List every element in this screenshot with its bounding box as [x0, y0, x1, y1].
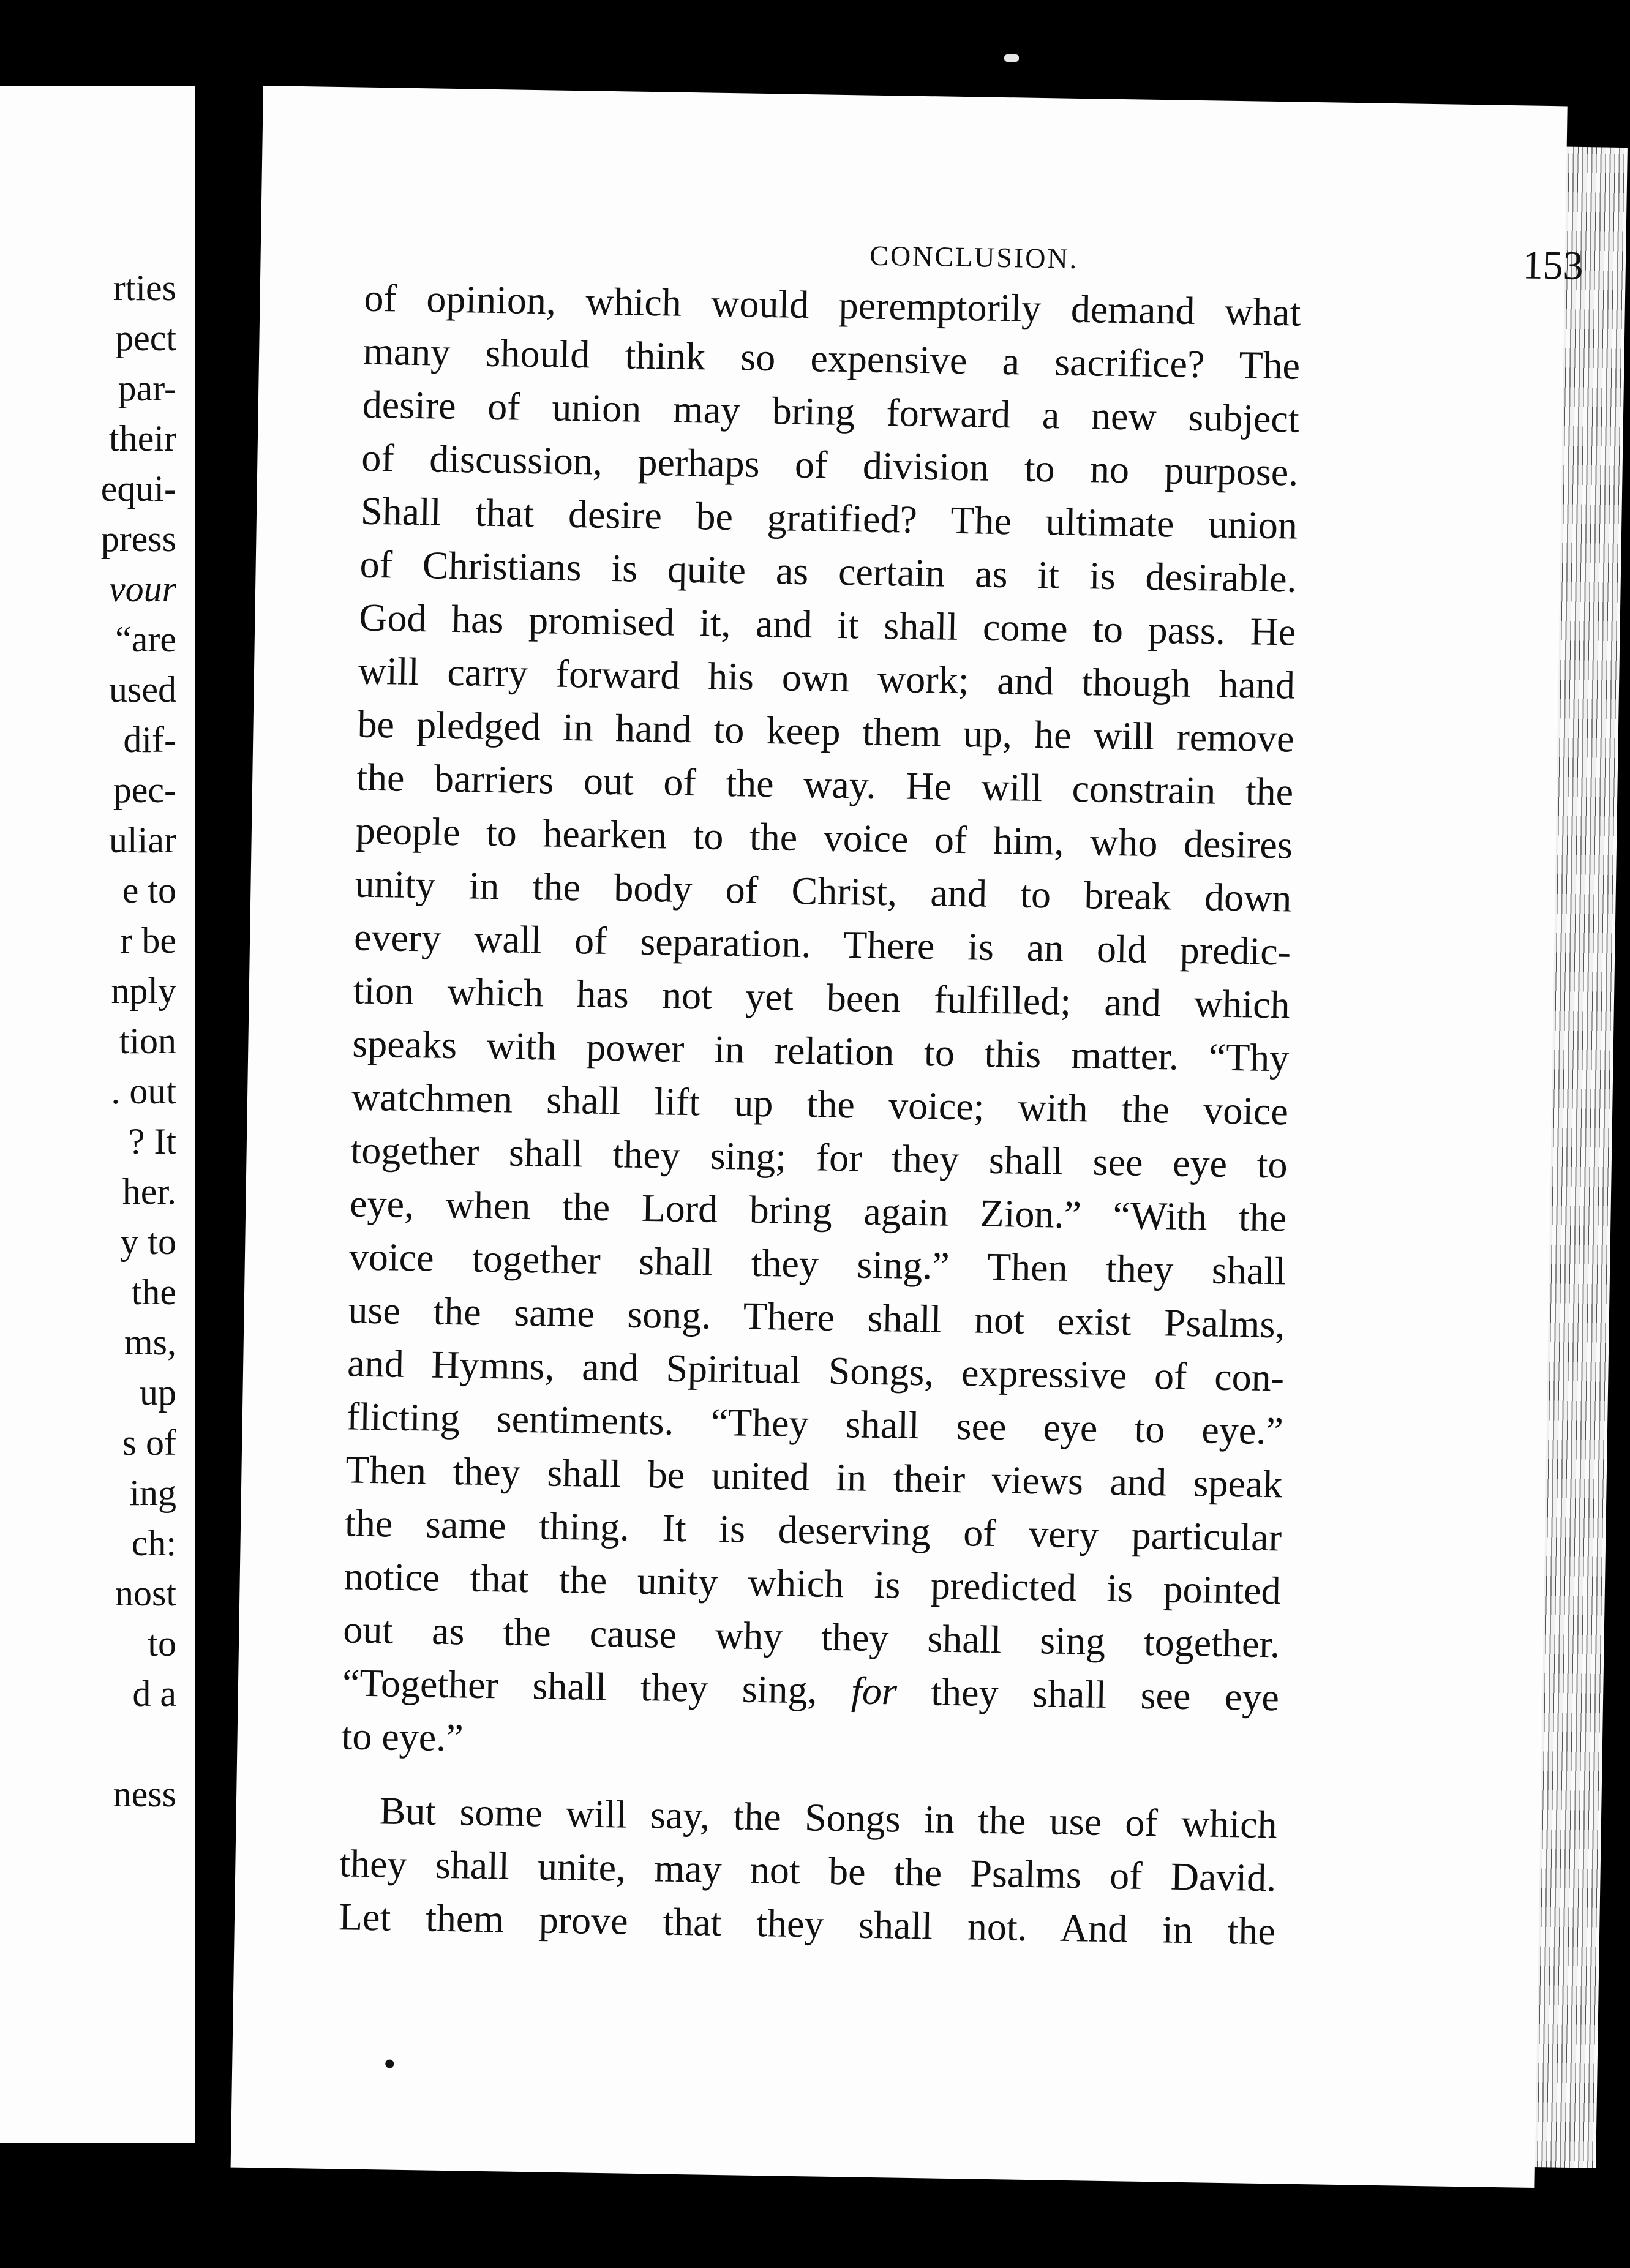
facing-page-line: ms, — [124, 1322, 176, 1362]
text-line: many should think so expensive a sacrifice? The — [362, 329, 1301, 388]
text-line: be pledged in hand to keep them up, he will remove — [357, 702, 1295, 760]
facing-page-line: used — [109, 669, 176, 710]
text-line: will carry forward his own work; and though hand — [358, 648, 1296, 707]
facing-page-line: rties — [113, 268, 176, 308]
text-line: flicting sentiments. “They shall see eye to eye.” — [346, 1394, 1284, 1453]
text-line: Then they shall be united in their views and speak — [345, 1448, 1283, 1506]
text-line: people to hearken to the voice of him, who desires — [355, 808, 1293, 867]
paragraph — [341, 271, 1301, 1778]
text-line: voice together shall they sing.” Then they shall — [348, 1234, 1286, 1293]
text-line: they shall unite, may not be the Psalms of David. — [339, 1841, 1277, 1900]
facing-page-line: up — [140, 1372, 176, 1413]
text-line: out as the cause why they shall sing together. — [342, 1607, 1280, 1666]
text-line: tion which has not yet been fulfilled; and which — [353, 968, 1291, 1027]
facing-page-line: the — [131, 1272, 176, 1312]
facing-page-line: dif- — [123, 719, 176, 760]
facing-page-line: their — [109, 418, 176, 459]
running-title: CONCLUSION. — [869, 239, 1079, 274]
text-line: Let them prove that they shall not. And in the — [338, 1894, 1276, 1953]
text-line: use the same song. There shall not exist Psalms, — [348, 1288, 1285, 1346]
ink-dot — [385, 2060, 394, 2068]
facing-page-line: vour — [109, 569, 176, 609]
facing-page-line: par- — [118, 368, 176, 408]
facing-page-line: tion — [119, 1021, 176, 1061]
facing-page-line: s of — [122, 1422, 176, 1463]
text-line: of opinion, which would peremptorily demand what — [364, 276, 1301, 334]
facing-page-line: “are — [115, 619, 176, 659]
facing-page-line: pec- — [113, 770, 176, 810]
facing-page-line: equi- — [100, 468, 176, 509]
facing-page-line: her. — [122, 1171, 176, 1212]
facing-page-fragment — [0, 86, 195, 2143]
text-line: speaks with power in relation to this matter. “Thy — [351, 1021, 1290, 1080]
facing-page-line: pect — [115, 318, 176, 358]
text-line: But some will say, the Songs in the use of which — [379, 1789, 1278, 1847]
text-line: desire of union may bring forward a new subject — [362, 382, 1300, 441]
text-line: God has promised it, and it shall come to pass. He — [358, 595, 1296, 654]
text-line: notice that the unity which is predicted is pointed — [344, 1554, 1282, 1613]
facing-page-line: ing — [129, 1473, 176, 1513]
text-line: the same thing. It is deserving of very particular — [344, 1501, 1282, 1560]
body-text — [338, 271, 1301, 1958]
facing-page-line: nply — [111, 971, 176, 1011]
page-number: 153 — [1522, 242, 1584, 288]
text-line: of discussion, perhaps of division to no purpose. — [361, 435, 1299, 494]
facing-page-line: . out — [111, 1071, 176, 1111]
text-line: Shall that desire be gratified? The ultimate union — [360, 489, 1298, 547]
text-line: unity in the body of Christ, and to break down — [354, 862, 1292, 920]
scan-speck — [1004, 54, 1019, 62]
text-line: the barriers out of the way. He will constrain the — [356, 755, 1294, 814]
emphasis: for — [851, 1669, 898, 1713]
facing-page-line: e to — [122, 870, 176, 911]
text-line: watchmen shall lift up the voice; with the voice — [351, 1075, 1289, 1133]
facing-page-line: r be — [120, 920, 176, 961]
facing-page-line: ch: — [131, 1523, 176, 1563]
text-line: together shall they sing; for they shall see eye to — [350, 1128, 1288, 1187]
facing-page-line: uliar — [109, 820, 176, 860]
facing-page-line: ness — [113, 1774, 176, 1814]
facing-page-line: d a — [132, 1673, 176, 1714]
facing-page-line: press — [100, 519, 176, 559]
text-line: to eye.” — [341, 1714, 464, 1760]
facing-page-line: y to — [120, 1222, 176, 1262]
facing-page-line: nost — [115, 1573, 176, 1613]
facing-page-line: to — [148, 1623, 176, 1664]
text-line: of Christians is quite as certain as it is desirable. — [359, 542, 1298, 601]
text-line: “Together shall they sing, for they shall see eye — [342, 1661, 1280, 1719]
book-page — [231, 86, 1584, 2188]
text-line: eye, when the Lord bring again Zion.” “With the — [349, 1181, 1287, 1240]
facing-page-line: ? It — [128, 1121, 176, 1162]
text-line: and Hymns, and Spiritual Songs, expressive of con- — [347, 1341, 1285, 1400]
text-line: every wall of separation. There is an old predic- — [353, 915, 1291, 974]
paragraph — [338, 1783, 1277, 1958]
